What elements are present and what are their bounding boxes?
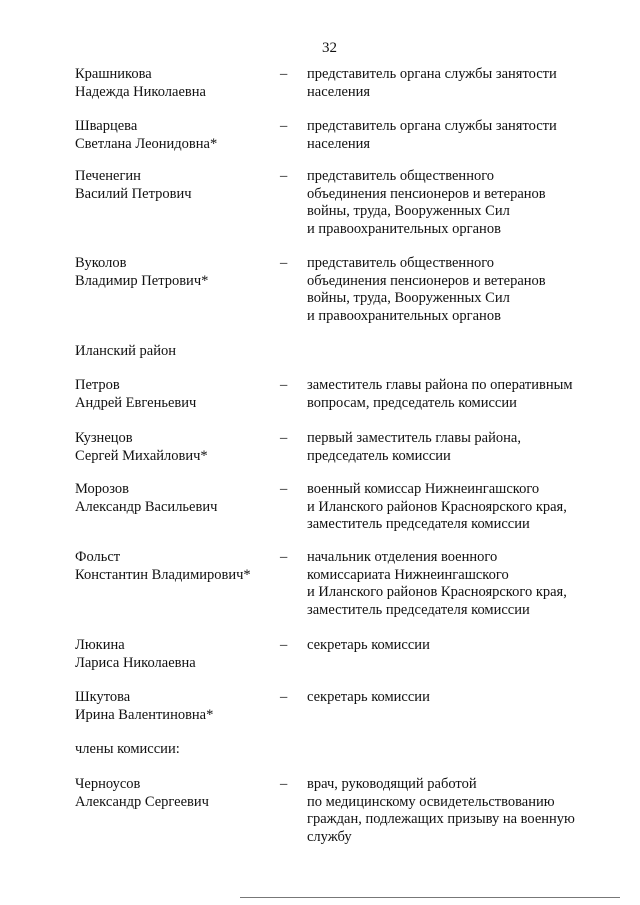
role-line: заместитель председателя комиссии bbox=[307, 516, 530, 533]
role-line: заместитель председателя комиссии bbox=[307, 601, 530, 618]
role-line: и правоохранительных органов bbox=[307, 220, 501, 237]
person-role bbox=[307, 118, 607, 153]
given-names: Сергей Михайлович* bbox=[75, 447, 208, 464]
surname: Фольст bbox=[75, 549, 121, 565]
role-line: представитель органа службы занятости bbox=[307, 118, 557, 134]
surname: Крашникова bbox=[75, 66, 152, 82]
person-name bbox=[75, 430, 275, 465]
role-line: службу bbox=[307, 828, 352, 845]
person-role bbox=[307, 637, 607, 655]
members-heading: члены комиссии: bbox=[75, 741, 180, 757]
surname: Петров bbox=[75, 377, 120, 393]
dash-separator: – bbox=[280, 637, 288, 653]
given-names: Андрей Евгеньевич bbox=[75, 394, 197, 411]
dash-separator: – bbox=[280, 377, 288, 393]
surname: Люкина bbox=[75, 637, 125, 653]
dash-separator: – bbox=[280, 255, 288, 271]
dash-separator: – bbox=[280, 430, 288, 446]
given-names: Александр Васильевич bbox=[75, 498, 218, 515]
person-name bbox=[75, 549, 275, 584]
role-line: первый заместитель главы района, bbox=[307, 430, 521, 446]
role-line: вопросам, председатель комиссии bbox=[307, 394, 517, 411]
given-names: Светлана Леонидовна* bbox=[75, 135, 218, 152]
person-name bbox=[75, 66, 275, 101]
role-line: граждан, подлежащих призыву на военную bbox=[307, 811, 575, 828]
person-name bbox=[75, 168, 275, 203]
role-line: по медицинскому освидетельствованию bbox=[307, 793, 555, 810]
role-line: объединения пенсионеров и ветеранов bbox=[307, 185, 546, 202]
role-line: населения bbox=[307, 135, 371, 152]
given-names: Константин Владимирович* bbox=[75, 566, 251, 583]
person-name bbox=[75, 637, 275, 672]
role-line: военный комиссар Нижнеингашского bbox=[307, 481, 540, 497]
person-role bbox=[307, 481, 607, 534]
role-line: и Иланского районов Красноярского края, bbox=[307, 584, 567, 601]
role-line: секретарь комиссии bbox=[307, 637, 430, 653]
role-line: начальник отделения военного bbox=[307, 549, 498, 565]
person-role bbox=[307, 168, 607, 238]
person-role bbox=[307, 549, 607, 619]
role-line: представитель органа службы занятости bbox=[307, 66, 557, 82]
person-name bbox=[75, 377, 275, 412]
page-number: 32 bbox=[322, 40, 337, 56]
person-name bbox=[75, 689, 275, 724]
dash-separator: – bbox=[280, 776, 288, 792]
person-name bbox=[75, 776, 275, 811]
surname: Морозов bbox=[75, 481, 130, 497]
role-line: председатель комиссии bbox=[307, 447, 451, 464]
role-line: войны, труда, Вооруженных Сил bbox=[307, 203, 510, 220]
person-name bbox=[75, 118, 275, 153]
dash-separator: – bbox=[280, 66, 288, 82]
given-names: Владимир Петрович* bbox=[75, 272, 209, 289]
role-line: секретарь комиссии bbox=[307, 689, 430, 705]
role-line: объединения пенсионеров и ветеранов bbox=[307, 272, 546, 289]
role-line: и правоохранительных органов bbox=[307, 307, 501, 324]
section-heading: Иланский район bbox=[75, 343, 176, 359]
role-line: населения bbox=[307, 83, 371, 100]
footer-divider bbox=[240, 897, 620, 898]
given-names: Александр Сергеевич bbox=[75, 793, 209, 810]
given-names: Надежда Николаевна bbox=[75, 83, 206, 100]
role-line: представитель общественного bbox=[307, 168, 495, 184]
dash-separator: – bbox=[280, 689, 288, 705]
surname: Вуколов bbox=[75, 255, 127, 271]
dash-separator: – bbox=[280, 118, 288, 134]
dash-separator: – bbox=[280, 549, 288, 565]
given-names: Ирина Валентиновна* bbox=[75, 706, 214, 723]
person-role bbox=[307, 776, 607, 846]
surname: Кузнецов bbox=[75, 430, 133, 446]
person-role bbox=[307, 430, 607, 465]
role-line: представитель общественного bbox=[307, 255, 495, 271]
dash-separator: – bbox=[280, 481, 288, 497]
role-line: врач, руководящий работой bbox=[307, 776, 477, 792]
surname: Черноусов bbox=[75, 776, 141, 792]
person-role bbox=[307, 255, 607, 325]
role-line: комиссариата Нижнеингашского bbox=[307, 566, 509, 583]
given-names: Василий Петрович bbox=[75, 185, 192, 202]
role-line: заместитель главы района по оперативным bbox=[307, 377, 573, 393]
surname: Шварцева bbox=[75, 118, 138, 134]
person-role bbox=[307, 66, 607, 101]
surname: Печенегин bbox=[75, 168, 141, 184]
person-role bbox=[307, 377, 607, 412]
role-line: войны, труда, Вооруженных Сил bbox=[307, 290, 510, 307]
person-role bbox=[307, 689, 607, 707]
person-name bbox=[75, 481, 275, 516]
role-line: и Иланского районов Красноярского края, bbox=[307, 498, 567, 515]
person-name bbox=[75, 255, 275, 290]
surname: Шкутова bbox=[75, 689, 131, 705]
given-names: Лариса Николаевна bbox=[75, 654, 196, 671]
dash-separator: – bbox=[280, 168, 288, 184]
